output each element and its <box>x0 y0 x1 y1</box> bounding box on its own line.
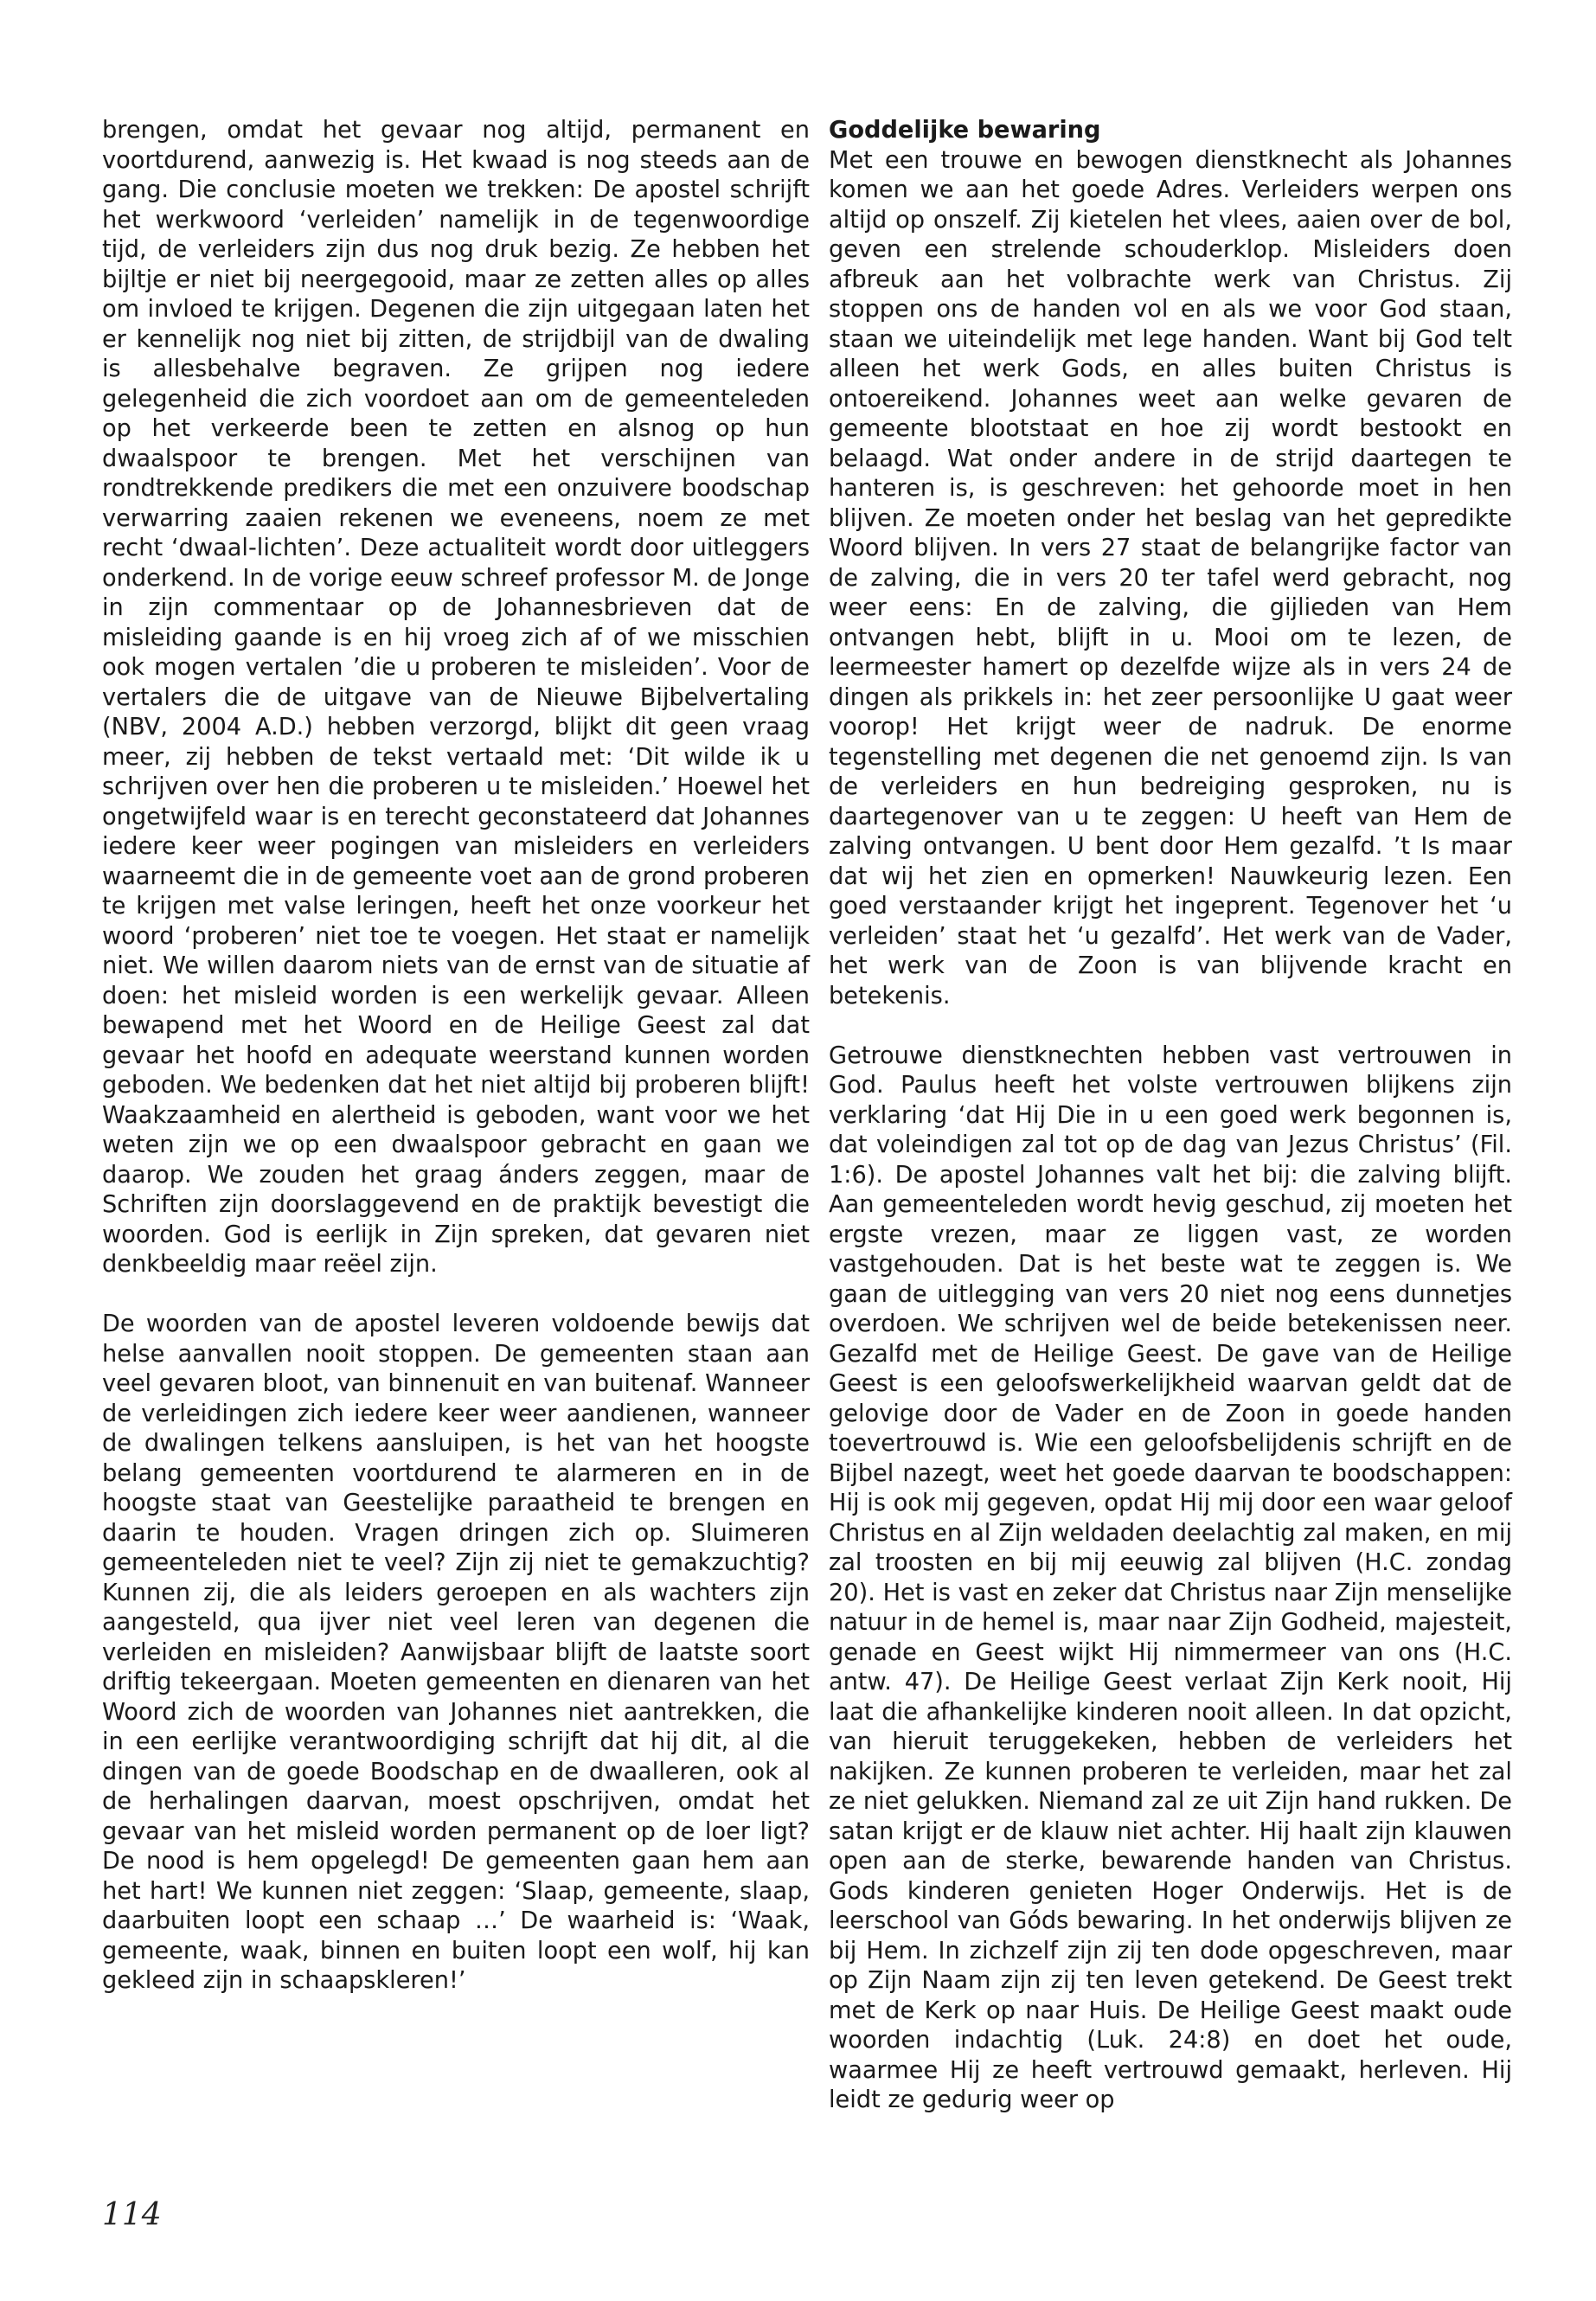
section-heading: Goddelijke bewaring <box>829 117 1101 144</box>
page-number: 114 <box>102 2197 162 2233</box>
body-paragraph: De woorden van de apostel leveren voldoende bewijs dat helse aanvallen nooit stoppen. De gemeenten staan aan veel gevaren bloot, van binnenuit en van buitenaf. Wanneer de verleidingen zich iedere keer weer aandienen, wanneer de dwalingen telkens aansluipen, is het van het hoogste belang gemeenten voortdurend te alarmeren en in de hoogste staat van Geestelijke paraatheid te brengen en daarin te houden. Vragen dringen zich op. Sluimeren gemeenteleden niet te veel? Zijn zij niet te gemakzuchtig? Kunnen zij, die als leiders geroepen en als wachters zijn aangesteld, qua ijver niet veel leren van degenen die verleiden en misleiden? Aanwijsbaar blijft de laatste soort driftig tekeergaan. Moeten gemeenten en dienaren van het Woord zich de woorden van Johannes niet aantrekken, die in een eerlijke verantwoordiging schrijft dat hij dit, al die dingen van de goede Boodschap en de dwaalleren, ook al de herhalingen daarvan, moest opschrijven, omdat het gevaar van het misleid worden permanent op de loer ligt? De nood is hem opgelegd! De gemeenten gaan hem aan het hart! We kunnen niet zeggen: ‘Slaap, gemeente, slaap, daarbuiten loopt een schaap …’ De waarheid is: ‘Waak, gemeente, waak, binnen en buiten loopt een wolf, hij kan gekleed zijn in schaapskleren!’ <box>102 1311 810 1994</box>
body-paragraph: Getrouwe dienstknechten hebben vast vertrouwen in God. Paulus heeft het volste vertrouwen blijkens zijn verklaring ‘dat Hij Die in u een goed werk begonnen is, dat voleindigen zal tot op de dag van Jezus Christus’ (Fil. 1:6). De apostel Johannes valt het bij: die zalving blijft. Aan gemeenteleden wordt hevig geschud, zij moeten het ergste vrezen, maar ze liggen vast, ze worden vastgehouden. Dat is het beste wat te zeggen is. We gaan de uitlegging van vers 20 niet nog eens dunnetjes overdoen. We schrijven wel de beide betekenissen neer. Gezalfd met de Heilige Geest. De gave van de Heilige Geest is een geloofswerkelijkheid waarvan geldt dat de gelovige door de Vader en de Zoon in goede handen toevertrouwd is. Wie een geloofsbelijdenis schrijft en de Bijbel nazegt, weet het goede daarvan te boodschappen: Hij is ook mij gegeven, opdat Hij mij door een waar geloof Christus en al Zijn weldaden deelachtig zal maken, en mij zal troosten en bij mij eeuwig zal blijven (H.C. zondag 20). Het is vast en zeker dat Christus naar Zijn menselijke natuur in de hemel is, maar naar Zijn Godheid, majesteit, genade en Geest wijkt Hij nimmermeer van ons (H.C. antw. 47). De Heilige Geest verlaat Zijn Kerk nooit, Hij laat die afhankelijke kinderen nooit alleen. In dat opzicht, van hieruit teruggekeken, hebben de verleiders het nakijken. Ze kunnen proberen te verleiden, maar het zal ze niet gelukken. Niemand zal ze uit Zijn hand rukken. De satan krijgt er de klauw niet achter. Hij haalt zijn klauwen open aan de sterke, bewarende handen van Christus. Gods kinderen genieten Hoger Onderwijs. Het is de leerschool van Góds bewaring. In het onderwijs blijven ze bij Hem. In zichzelf zijn zij ten dode opgeschreven, maar op Zijn Naam zijn zij ten leven getekend. De Geest trekt met de Kerk op naar Huis. De Heilige Geest maakt oude woorden indachtig (Luk. 24:8) en doet het oude, waarmee Hij ze heeft vertrouwd gemaakt, herleven. Hij leidt ze gedurig weer op <box>829 1042 1512 2113</box>
right-column <box>829 116 1512 2116</box>
left-column <box>102 116 810 1997</box>
body-paragraph: brengen, omdat het gevaar nog altijd, permanent en voortdurend, aanwezig is. Het kwaad is nog steeds aan de gang. Die conclusie moeten we trekken: De apostel schrijft het werkwoord ‘verleiden’ namelijk in de tegenwoordige tijd, de verleiders zijn dus nog druk bezig. Ze hebben het bijltje er niet bij neergegooid, maar ze zetten alles op alles om invloed te krijgen. Degenen die zijn uitgegaan laten het er kennelijk nog niet bij zitten, de strijdbijl van de dwaling is allesbehalve begraven. Ze grijpen nog iedere gelegenheid die zich voordoet aan om de gemeenteleden op het verkeerde been te zetten en alsnog op hun dwaalspoor te brengen. Met het verschijnen van rondtrekkende predikers die met een onzuivere boodschap verwarring zaaien rekenen we eveneens, noem ze met recht ‘dwaal-lichten’. Deze actualiteit wordt door uitleggers onderkend. In de vorige eeuw schreef professor M. de Jonge in zijn commentaar op de Johannesbrieven dat de misleiding gaande is en hij vroeg zich af of we misschien ook mogen vertalen ’die u proberen te misleiden’. Voor de vertalers die de uitgave van de Nieuwe Bijbelvertaling (NBV, 2004 A.D.) hebben verzorgd, blijkt dit geen vraag meer, zij hebben de tekst vertaald met: ‘Dit wilde ik u schrijven over hen die proberen u te misleiden.’ Hoewel het ongetwijfeld waar is en terecht geconstateerd dat Johannes iedere keer weer pogingen van misleiders en verleiders waarneemt die in de gemeente voet aan de grond proberen te krijgen met valse leringen, heeft het onze voorkeur het woord ‘proberen’ niet toe te voegen. Het staat er namelijk niet. We willen daarom niets van de ernst van de situatie af doen: het misleid worden is een werkelijk gevaar. Alleen bewapend met het Woord en de Heilige Geest zal dat gevaar het hoofd en adequate weerstand kunnen worden geboden. We bedenken dat het niet altijd bij proberen blijft! Waakzaamheid en alertheid is geboden, want voor we het weten zijn we op een dwaalspoor gebracht en gaan we daarop. We zouden het graag ánders zeggen, maar de Schriften zijn doorslaggevend en de praktijk bevestigt die woorden. God is eerlijk in Zijn spreken, dat gevaren niet denkbeeldig maar reëel zijn. <box>102 117 810 1278</box>
body-paragraph: Met een trouwe en bewogen dienstknecht als Johannes komen we aan het goede Adres. Verleiders werpen ons altijd op onszelf. Zij kietelen het vlees, aaien over de bol, geven een strelende schouderklop. Misleiders doen afbreuk aan het volbrachte werk van Christus. Zij stoppen ons de handen vol en als we voor God staan, staan we uiteindelijk met lege handen. Want bij God telt alleen het werk Gods, en alles buiten Christus is ontoereikend. Johannes weet aan welke gevaren de gemeente blootstaat en hoe zij wordt bestookt en belaagd. Wat onder andere in de strijd daartegen te hanteren is, is geschreven: het gehoorde moet in hen blijven. Ze moeten onder het beslag van het gepredikte Woord blijven. In vers 27 staat de belangrijke factor van de zalving, die in vers 20 ter tafel werd gebracht, nog weer eens: En de zalving, die gijlieden van Hem ontvangen hebt, blijft in u. Mooi om te lezen, de leermeester hamert op dezelfde wijze als in vers 24 de dingen als prikkels in: het zeer persoonlijke U gaat weer voorop! Het krijgt weer de nadruk. De enorme tegenstelling met degenen die net genoemd zijn. Is van de verleiders en hun bedreiging gesproken, nu is daartegenover van u te zeggen: U heeft van Hem de zalving ontvangen. U bent door Hem gezalfd. ’t Is maar dat wij het zien en opmerken! Nauwkeurig lezen. Een goed verstaander krijgt het ingeprent. Tegenover het ‘u verleiden’ staat het ‘u gezalfd’. Het werk van de Vader, het werk van de Zoon is van blijvende kracht en betekenis. <box>829 146 1512 1009</box>
